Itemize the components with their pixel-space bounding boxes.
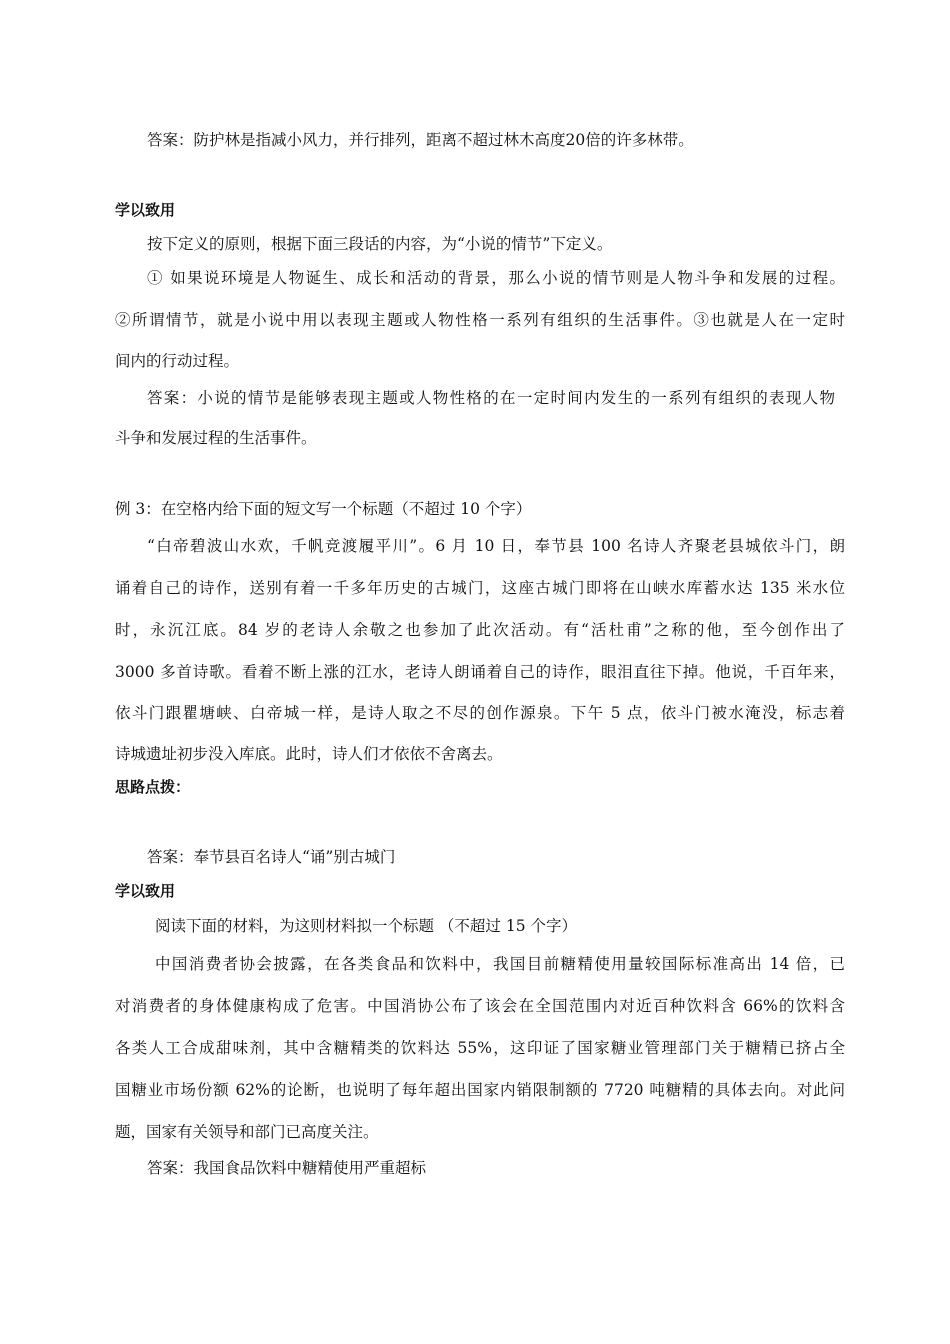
text-line: 诗城遗址初步没入库底。此时，诗人们才依依不舍离去。 xyxy=(115,745,503,763)
text-line: 题，国家有关领导和部门已高度关注。 xyxy=(115,1123,379,1141)
text-line: ②所谓情节，就是小说中用以表现主题或人物性格一系列有组织的生活事件。③也就是人在一定时 xyxy=(115,311,845,329)
text-line: 诵着自己的诗作，送别有着一千多年历史的古城门，这座古城门即将在山峡水库蓄水达 135 米水位 xyxy=(115,579,845,597)
text-line: 中国消费者协会披露，在各类食品和饮料中，我国目前糖精使用量较国际标准高出 14 倍，已 xyxy=(155,955,845,973)
section-heading: 学以致用 xyxy=(115,882,176,900)
answer-line: 答案：小说的情节是能够表现主题或人物性格的在一定时间内发生的一系列有组织的表现人物 xyxy=(147,389,835,407)
text-line: 对消费者的身体健康构成了危害。中国消协公布了该会在全国范围内对近百种饮料含 66%的饮料含 xyxy=(115,997,845,1015)
text-line: “白帝碧波山水欢，千帆竞渡履平川”。6 月 10 日，奉节县 100 名诗人齐聚老县城依斗门，朗 xyxy=(147,537,845,555)
answer-paragraph: 答案：防护林是指减小风力，并行排列，距离不超过林木高度20倍的许多林带。 xyxy=(147,131,694,149)
text-line: 依斗门跟瞿塘峡、白帝城一样，是诗人取之不尽的创作源泉。下午 5 点，依斗门被水淹没，标志着 xyxy=(115,704,846,722)
prompt-paragraph: 按下定义的原则，根据下面三段话的内容，为“小说的情节”下定义。 xyxy=(147,235,613,253)
prompt-paragraph: 阅读下面的材料，为这则材料拟一个标题 （不超过 15 个字） xyxy=(155,917,578,935)
answer-paragraph: 答案：奉节县百名诗人“诵”别古城门 xyxy=(147,848,396,866)
text-line: 国糖业市场份额 62%的论断，也说明了每年超出国家内销限制额的 7720 吨糖精的具体去向。对此问 xyxy=(115,1081,845,1099)
example-title: 例 3：在空格内给下面的短文写一个标题（不超过 10 个字） xyxy=(115,500,532,518)
answer-line: 斗争和发展过程的生活事件。 xyxy=(115,429,317,447)
text-line: ① 如果说环境是人物诞生、成长和活动的背景，那么小说的情节则是人物斗争和发展的过程。 xyxy=(147,269,845,287)
text-line: 各类人工合成甜味剂，其中含糖精类的饮料达 55%，这印证了国家糖业管理部门关于糖精已挤占全 xyxy=(115,1039,845,1057)
answer-paragraph: 答案：我国食品饮料中糖精使用严重超标 xyxy=(147,1159,427,1177)
section-heading: 学以致用 xyxy=(115,201,176,219)
hint-heading: 思路点拨： xyxy=(115,778,191,796)
text-line: 间内的行动过程。 xyxy=(115,352,240,370)
text-line: 3000 多首诗歌。看着不断上涨的江水，老诗人朗诵着自己的诗作，眼泪直往下掉。他说，千百年来， xyxy=(115,663,845,681)
text-line: 时，永沉江底。84 岁的老诗人余敬之也参加了此次活动。有“活杜甫”之称的他，至今创作出了 xyxy=(115,621,845,639)
